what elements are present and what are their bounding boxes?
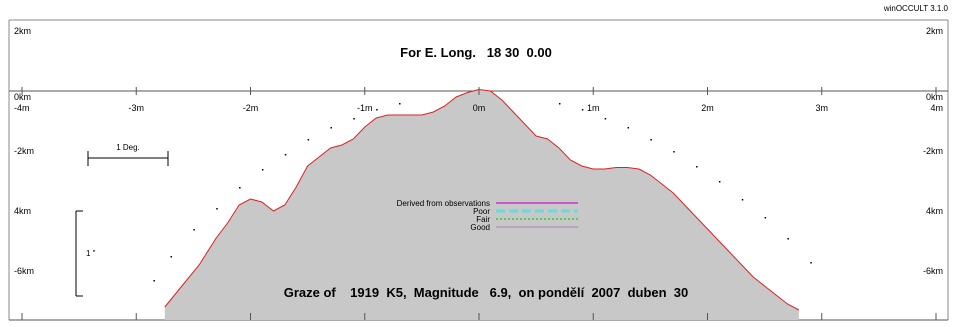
mean-limb-dot [376,109,378,111]
y-axis-labels-right [923,26,943,276]
y-tick-label-left: -2km [14,146,34,156]
x-tick-label: -1m [357,103,373,113]
y-tick-label-right: 0km [925,92,943,102]
mean-limb-dot [582,109,584,111]
mean-limb-dot [765,217,767,219]
x-tick-label: 3m [815,103,829,113]
software-version-label: winOCCULT 3.1.0 [883,4,948,13]
mean-limb-dot [171,256,173,258]
x-tick-label: 0m [472,103,486,113]
mean-limb-dot [628,127,630,129]
y-tick-label-left: -6km [14,266,34,276]
mean-limb-dot [193,229,195,231]
mean-limb-dot [262,169,264,171]
y-tick-label-right: -6km [923,266,943,276]
y-tick-label-left: 2km [14,26,32,36]
mean-limb-dot [308,139,310,141]
mean-limb-dot [330,127,332,129]
mean-limb-dot [719,181,721,183]
y-tick-label-left: 0km [14,92,32,102]
arcsec-scale-bar [76,211,96,296]
mean-limb-dot [353,118,355,120]
degree-scale-label: 1 Deg. [116,143,140,152]
x-axis-labels [14,103,943,113]
graze-caption: Graze of 1919 K5, Magnitude 6.9, on pondělí 2007 duben 30 [283,285,689,300]
arcsec-scale-label: 1 " [86,249,96,258]
mean-limb-dot [153,280,155,282]
y-tick-label-right: 2km [925,26,943,36]
y-tick-label-left: 4km [14,206,32,216]
mean-limb-dot [696,166,698,168]
legend-label: Poor [473,207,490,216]
x-tick-label: 2m [701,103,714,113]
mean-limb-dot [810,262,812,264]
y-tick-label-right: -2km [923,146,943,156]
mean-limb-dot [216,208,218,210]
legend-label: Derived from observations [396,199,490,208]
mean-limb-dot [742,199,744,201]
mean-limb-dot [673,151,675,153]
mean-limb-dot [285,154,287,156]
mean-limb-dot [559,103,561,105]
mean-limb-dot [399,103,401,105]
y-axis-labels-left [14,26,34,276]
mean-limb-dot [239,187,241,189]
degree-scale-bar [88,143,168,166]
legend-label: Fair [476,215,490,224]
mean-limb-dot [650,139,652,141]
legend-label: Good [470,223,490,232]
x-tick-label: 4m [930,103,943,113]
x-tick-label: -2m [242,103,259,113]
mean-limb-dot [787,238,789,240]
x-tick-label: -4m [14,103,30,113]
chart-title: For E. Long. 18 30 0.00 [400,45,552,60]
mean-limb-dot [605,118,607,120]
x-tick-label: -3m [128,103,144,113]
y-tick-label-right: 4km [925,206,943,216]
x-tick-label: 1m [586,103,600,113]
